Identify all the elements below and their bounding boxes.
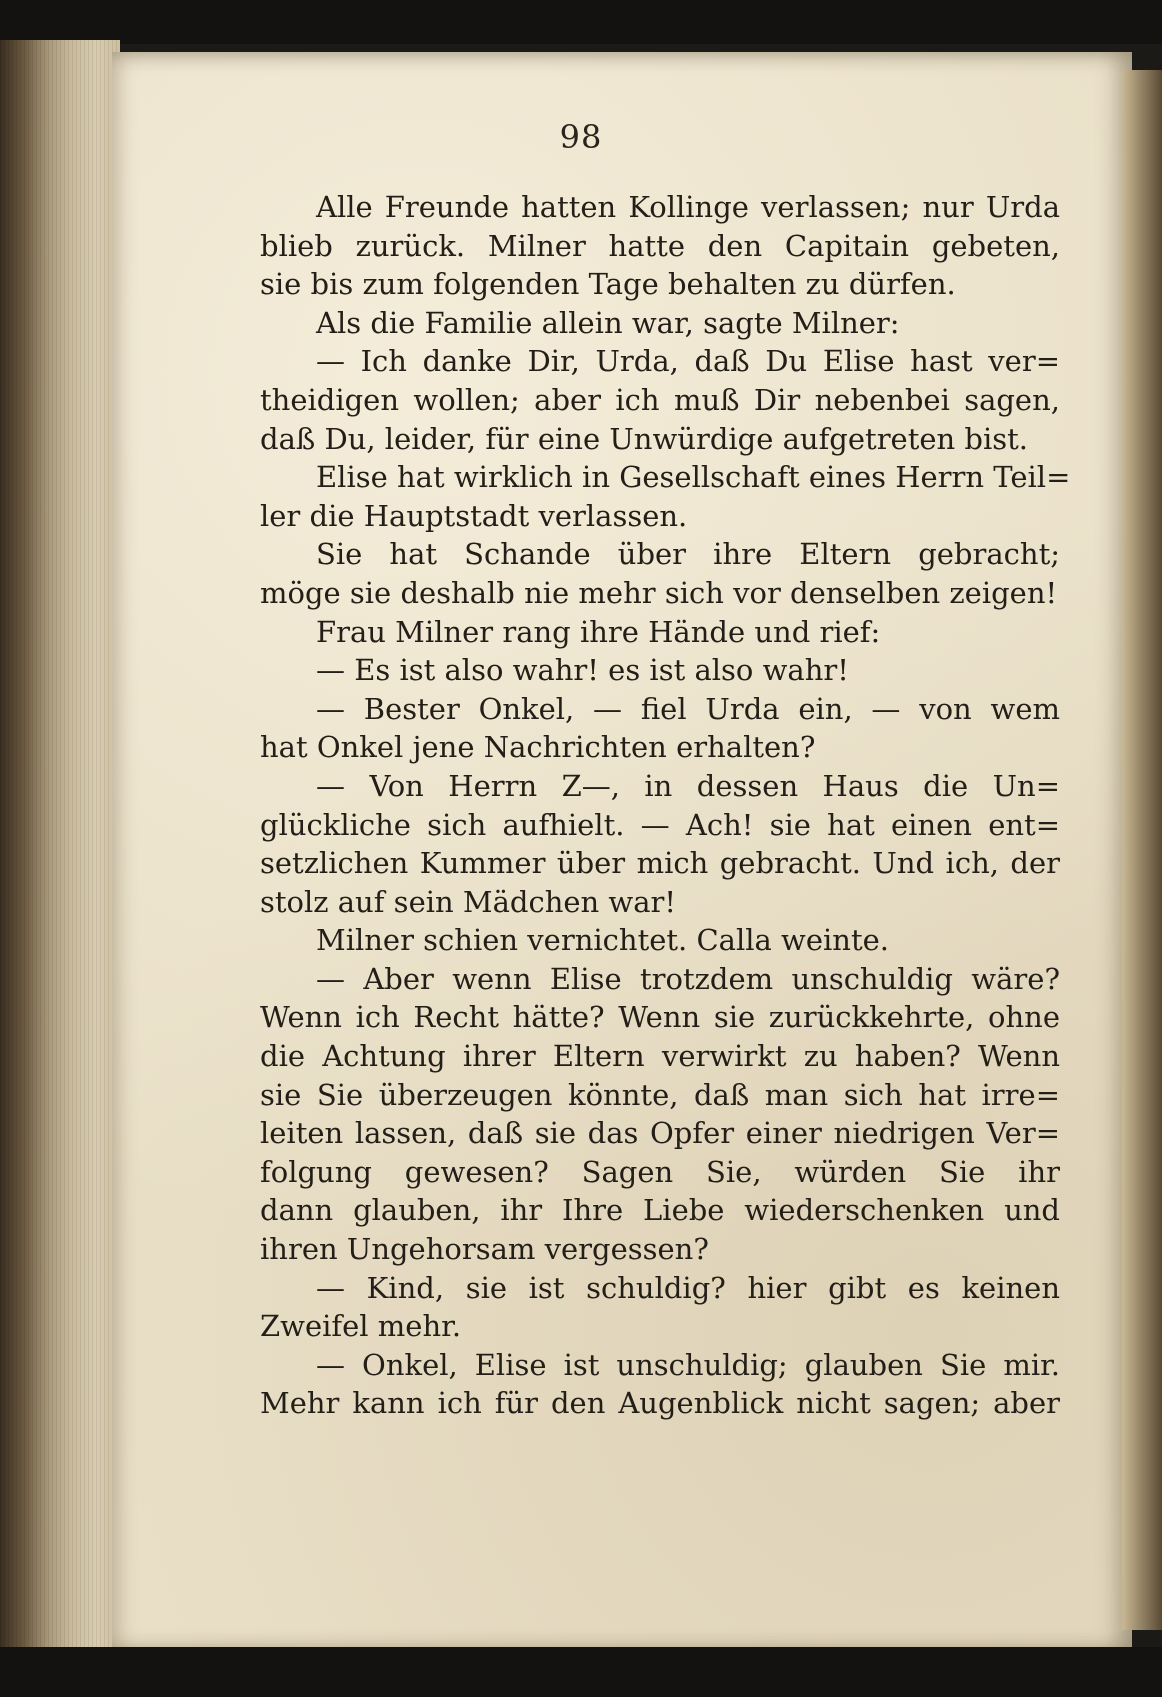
text-line: — Kind, sie ist schuldig? hier gibt es keinen (316, 1270, 1060, 1305)
text-line: dann glauben, ihr Ihre Liebe wiederschenken und (260, 1193, 1060, 1228)
text-line: Als die Familie allein war, sagte Milner: (316, 305, 900, 340)
gutter-shadow (1122, 70, 1162, 1630)
text-line: Alle Freunde hatten Kollinge verlassen; nur Urda (316, 190, 1060, 224)
body-text (260, 188, 1071, 1423)
text-line: Sie hat Schande über ihre Eltern gebracht; (316, 537, 1060, 572)
text-line: Wenn ich Recht hätte? Wenn sie zurückkehrte, ohne (260, 1000, 1060, 1035)
text-line: ler die Hauptstadt verlassen. (260, 498, 688, 533)
text-line: sie Sie überzeugen könnte, daß man sich hat irre= (260, 1077, 1060, 1112)
text-line: Milner schien vernichtet. Calla weinte. (316, 923, 889, 958)
text-line: glückliche sich aufhielt. — Ach! sie hat einen ent= (260, 807, 1060, 842)
text-line: leiten lassen, daß sie das Opfer einer niedrigen Ver= (260, 1116, 1060, 1151)
text-line: Elise hat wirklich in Gesellschaft eines Herrn Teil= (316, 460, 1071, 495)
text-line: hat Onkel jene Nachrichten erhalten? (260, 730, 816, 765)
text-line: — Aber wenn Elise trotzdem unschuldig wäre? (316, 961, 1060, 996)
text-line: — Bester Onkel, — fiel Urda ein, — von wem (316, 691, 1060, 726)
text-line: — Es ist also wahr! es ist also wahr! (316, 653, 849, 688)
text-line: — Onkel, Elise ist unschuldig; glauben Sie mir. (316, 1347, 1060, 1382)
text-line: Frau Milner rang ihre Hände und rief: (316, 614, 881, 649)
text-line: folgung gewesen? Sagen Sie, würden Sie ihr (260, 1154, 1060, 1189)
text-line: ihren Ungehorsam vergessen? (260, 1232, 709, 1267)
book-page-edges (0, 40, 120, 1660)
text-line: Zweifel mehr. (260, 1309, 462, 1344)
text-line: theidigen wollen; aber ich muß Dir nebenbei sagen, (260, 382, 1060, 417)
top-background (0, 0, 1162, 44)
text-line: — Von Herrn Z—, in dessen Haus die Un= (316, 768, 1060, 803)
text-line: stolz auf sein Mädchen war! (260, 884, 677, 919)
text-line: blieb zurück. Milner hatte den Capitain gebeten, (260, 228, 1060, 263)
bottom-background (0, 1647, 1162, 1697)
text-line: — Ich danke Dir, Urda, daß Du Elise hast ver= (316, 344, 1060, 379)
text-line: die Achtung ihrer Eltern verwirkt zu haben? Wenn (260, 1039, 1060, 1074)
text-line: sie bis zum folgenden Tage behalten zu dürfen. (260, 267, 956, 302)
text-line: setzlichen Kummer über mich gebracht. Und ich, der (260, 846, 1060, 881)
text-line: möge sie deshalb nie mehr sich vor denselben zeigen! (260, 575, 1058, 610)
text-line: daß Du, leider, für eine Unwürdige aufgetreten bist. (260, 421, 1029, 456)
page-number: 98 (559, 118, 603, 156)
text-line: Mehr kann ich für den Augenblick nicht sagen; aber (260, 1386, 1060, 1421)
